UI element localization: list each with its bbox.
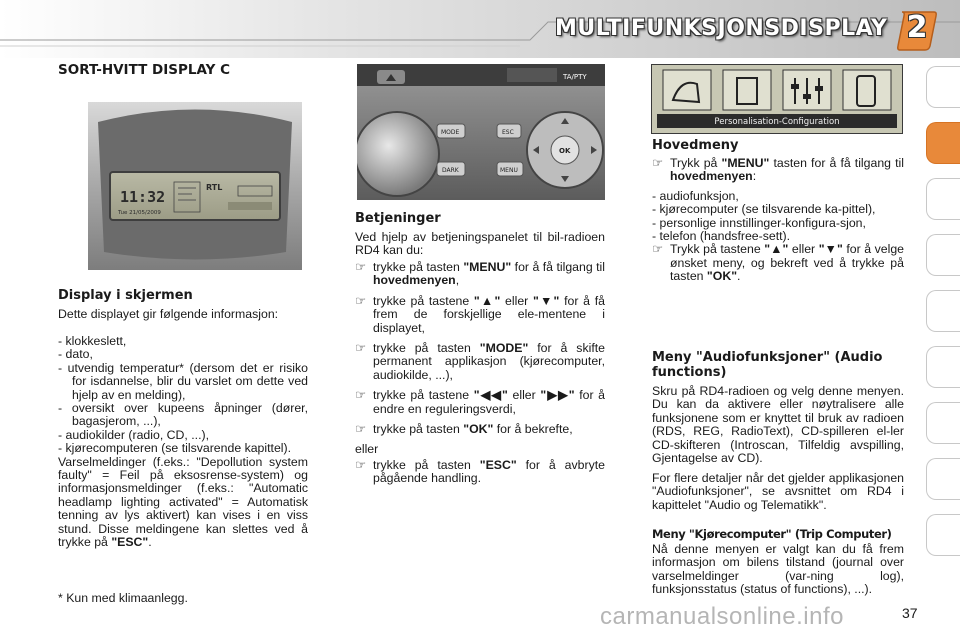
svg-text:MENU: MENU <box>500 167 518 174</box>
trip-menu-heading: Meny "Kjørecomputer" (Trip Computer) <box>652 527 892 541</box>
photo-radio: RTL <box>206 183 223 192</box>
trip-menu-text: Nå denne menyen er valgt kan du få frem informasjon om bilens tilstand (journal over varselmeldinger (var-ning log), funksjonsstatus (status of functions), ...). <box>652 542 904 597</box>
list-item: ☞ trykke på tasten "OK" for å bekrefte, <box>355 422 573 437</box>
main-menu-heading: Hovedmeny <box>652 138 739 153</box>
hand-pointer-icon: ☞ <box>355 293 367 308</box>
main-menu-body <box>652 157 904 284</box>
list-item: ☞ trykke på tastene "◀◀" eller "▶▶" for å endre en reguleringsverdi, <box>355 388 605 416</box>
list-item: - oversikt over kupeens åpninger (dører, bagasjerom, ...), <box>58 401 308 429</box>
svg-text:ESC: ESC <box>502 129 514 136</box>
page-title: MULTIFUNKSJONSDISPLAY <box>555 16 888 41</box>
chapter-tab-2-active[interactable] <box>926 122 960 164</box>
list-item: - kjørecomputeren (se tilsvarende kapittel). <box>58 441 292 456</box>
photo-clock: 11:32 <box>120 188 166 206</box>
svg-text:OK: OK <box>559 147 571 155</box>
watermark: carmanualsonline.info <box>600 603 844 630</box>
footnote: * Kun med klimaanlegg. <box>58 591 188 605</box>
display-intro: Dette displayet gir følgende informasjon: <box>58 307 279 321</box>
list-item: - klokkeslett, <box>58 334 127 348</box>
list-item: - dato, <box>58 347 93 362</box>
list-item: - utvendig temperatur* (dersom det er risiko for isdannelse, blir du varslet om dette ved hjelp av en melding), <box>58 360 308 402</box>
hand-pointer-icon: ☞ <box>355 341 367 356</box>
warning-paragraph: Varselmeldinger (f.eks.: "Depollution system faulty" = Feil på eksosrense-system) og informasjonsmeldinger (f.eks.: "Automatic headlamp lighting activated" = Automatisk tenning av lys aktivert) kan vises i en viss stund. Disse meldingene kan slettes ved å trykke på "ESC". <box>58 454 308 550</box>
controls-intro: Ved hjelp av betjeningspanelet til bil-radioen RD4 kan du: <box>355 230 605 258</box>
page-number: 37 <box>902 605 918 621</box>
chapter-tab-5[interactable] <box>926 290 960 332</box>
esc-key-label: "ESC" <box>111 535 149 550</box>
list-item: - audiofunksjon, <box>652 188 739 203</box>
list-item: - kjørecomputer (se tilsvarende ka-pittel), <box>652 202 876 217</box>
chapter-tab-8[interactable] <box>926 458 960 500</box>
list-item: - personlige innstillinger-konfigura-sjon, <box>652 215 866 230</box>
audio-menu-text: Skru på RD4-radioen og velg denne menyen. Du kan da aktivere eller nøytralisere alle funksjonene som er knyttet til bruk av radioen (RDS, REG, RadioText), CD-spilleren el-ler CD-skifteren (Introscan, Tilfeldig avspilling, Gjentagelse av CD). <box>652 384 904 466</box>
audio-menu-heading: Meny "Audiofunksjoner" (Audio functions) <box>652 350 883 380</box>
chapter-number: 2 <box>906 10 928 45</box>
svg-text:TA/PTY: TA/PTY <box>563 73 587 81</box>
menu-banner: Personalisation-Configuration <box>714 117 840 127</box>
list-item: ☞ trykke på tasten "ESC" for å avbryte pågående handling. <box>355 457 605 486</box>
hand-pointer-icon: ☞ <box>355 422 367 437</box>
or-label: eller <box>355 442 379 457</box>
list-item: - telefon (handsfree-sett). <box>652 229 791 244</box>
list-item: ☞ trykke på tastene "▲" eller "▼" for å få frem de forskjellige ele-mentene i displayet, <box>355 293 605 335</box>
display-photo <box>88 102 302 270</box>
chapter-tab-7[interactable] <box>926 402 960 444</box>
list-item: - audiokilder (radio, CD, ...), <box>58 427 210 442</box>
chapter-tab-6[interactable] <box>926 346 960 388</box>
display-items <box>58 335 308 550</box>
hand-pointer-icon: ☞ <box>355 457 367 472</box>
list-item: ☞ trykke på tasten "MENU" for å få tilgang til hovedmenyen, <box>355 260 606 288</box>
list-item: ☞ Trykk på tastene "▲" eller "▼" for å velge ønsket meny, og bekreft ved å trykke på tasten "OK". <box>652 242 904 284</box>
audio-menu-text-2: For flere detaljer når det gjelder applikasjonen "Audiofunksjoner", se avsnittet om RD4 i kapittelet "Audio og Telematikk". <box>652 471 904 512</box>
list-item: ☞ Trykk på "MENU" tasten for å få tilgang til hovedmenyen: <box>652 156 904 184</box>
list-item: ☞ trykke på tasten "MODE" for å skifte permanent applikasjon (kjørecomputer, audiokilde, ...), <box>355 341 606 382</box>
chapter-tab-1[interactable] <box>926 66 960 108</box>
svg-text:MODE: MODE <box>441 129 460 136</box>
controls-list <box>355 261 605 486</box>
hand-pointer-icon: ☞ <box>652 242 664 257</box>
control-panel-photo <box>357 64 605 200</box>
hand-pointer-icon: ☞ <box>355 388 367 403</box>
display-heading: Display i skjermen <box>58 288 193 303</box>
controls-heading: Betjeninger <box>355 211 441 226</box>
section-title: SORT-HVITT DISPLAY C <box>58 62 230 78</box>
chapter-tab-3[interactable] <box>926 178 960 220</box>
svg-text:DARK: DARK <box>442 167 459 174</box>
hand-pointer-icon: ☞ <box>355 260 367 274</box>
chapter-tab-4[interactable] <box>926 234 960 276</box>
photo-date: Tue 21/05/2009 <box>118 210 161 216</box>
menu-screen-image <box>651 64 903 134</box>
hand-pointer-icon: ☞ <box>652 156 664 170</box>
chapter-tab-9[interactable] <box>926 514 960 556</box>
